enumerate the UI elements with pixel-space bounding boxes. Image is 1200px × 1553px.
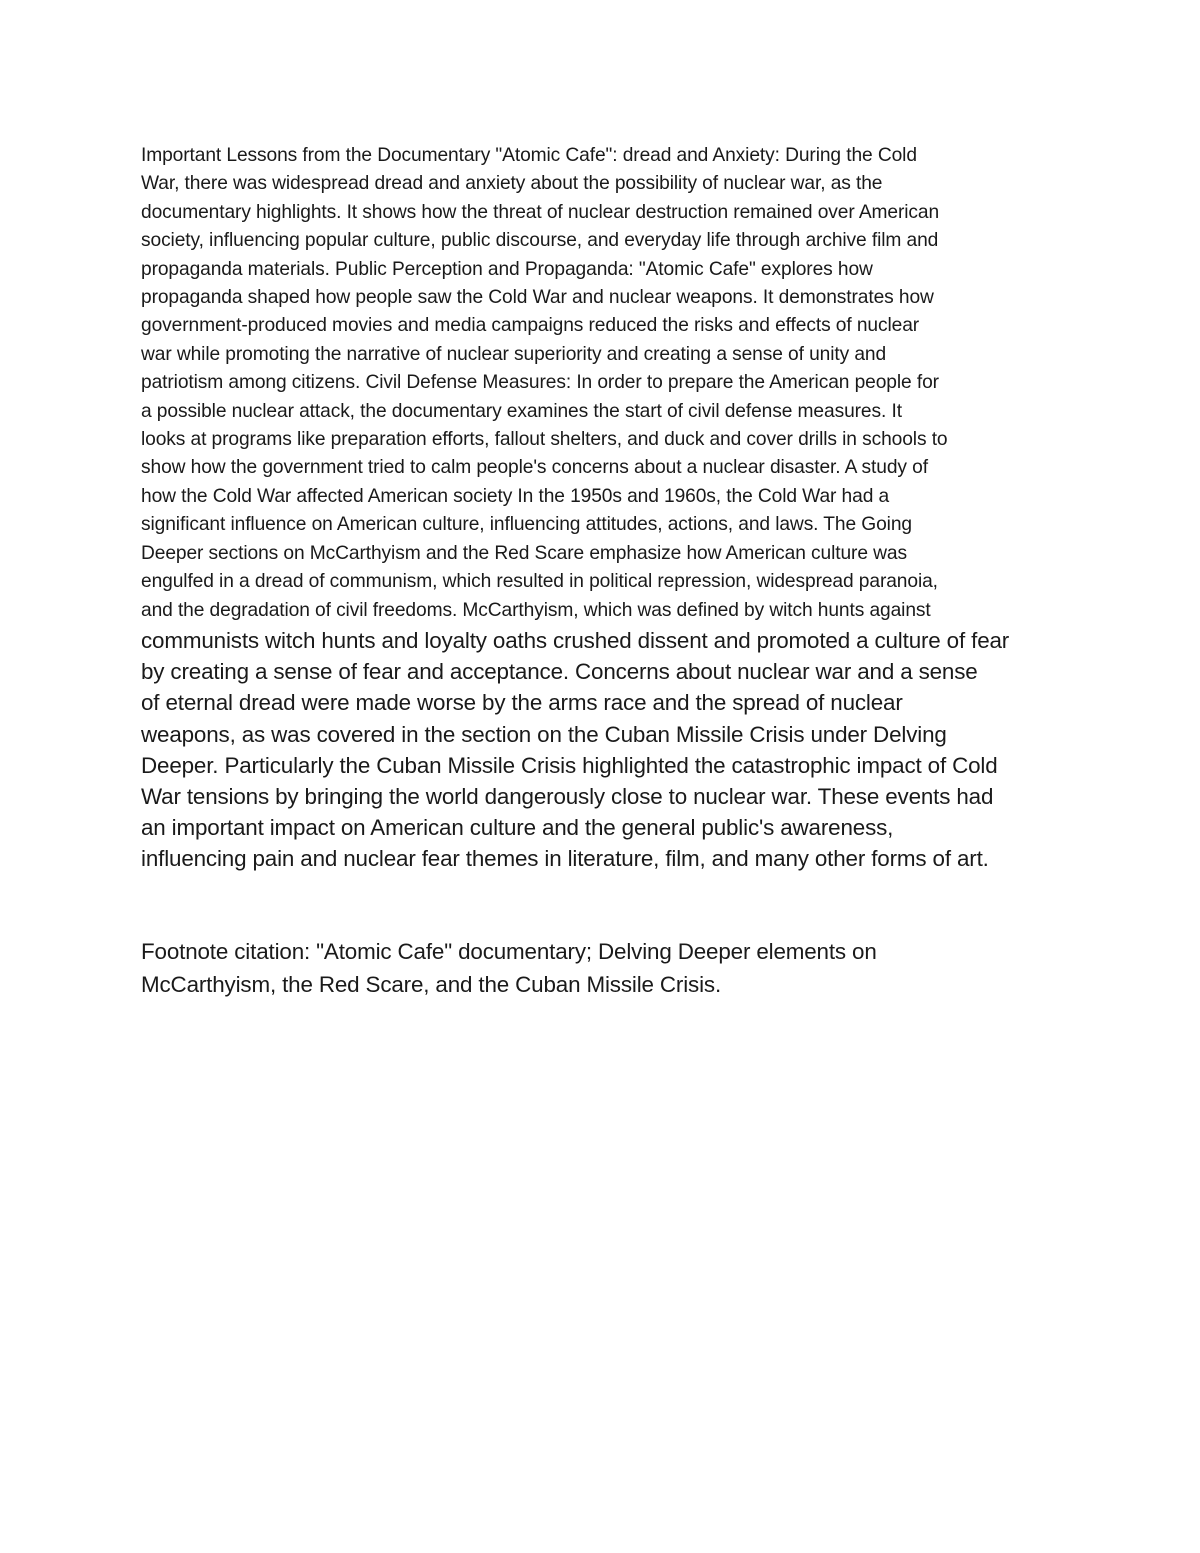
body-line: propaganda materials. Public Perception and Propaganda: "Atomic Cafe" explores how — [141, 258, 873, 280]
body-line: Deeper sections on McCarthyism and the Red Scare emphasize how American culture was — [141, 542, 907, 564]
body-line: government-produced movies and media campaigns reduced the risks and effects of nuclear — [141, 315, 920, 337]
body-line: Deeper. Particularly the Cuban Missile Crisis highlighted the catastrophic impact of Cold — [141, 752, 998, 778]
body-line: of eternal dread were made worse by the arms race and the spread of nuclear — [141, 690, 903, 716]
body-line: influencing pain and nuclear fear themes in literature, film, and many other forms of art. — [141, 846, 989, 872]
body-line: and the degradation of civil freedoms. McCarthyism, which was defined by witch hunts against — [141, 599, 931, 621]
footnote-line: McCarthyism, the Red Scare, and the Cuban Missile Crisis. — [141, 972, 722, 997]
body-line: how the Cold War affected American society In the 1950s and 1960s, the Cold War had a — [141, 485, 890, 507]
body-line: Important Lessons from the Documentary "Atomic Cafe": dread and Anxiety: During the Cold — [141, 145, 917, 166]
body-line: patriotism among citizens. Civil Defense Measures: In order to prepare the American people for — [141, 372, 939, 394]
essay-body — [141, 142, 1071, 875]
body-line: communists witch hunts and loyalty oaths crushed dissent and promoted a culture of fear — [141, 627, 1010, 653]
body-line: by creating a sense of fear and acceptance. Concerns about nuclear war and a sense — [141, 659, 978, 685]
body-line: War tensions by bringing the world dangerously close to nuclear war. These events had — [141, 783, 994, 809]
body-line: engulfed in a dread of communism, which resulted in political repression, widespread paranoia, — [141, 571, 938, 593]
body-line: society, influencing popular culture, public discourse, and everyday life through archive film and — [141, 230, 939, 252]
body-line: an important impact on American culture and the general public's awareness, — [141, 815, 894, 841]
body-line: show how the government tried to calm people's concerns about a nuclear disaster. A study of — [141, 457, 928, 479]
footnote-line: Footnote citation: "Atomic Cafe" documentary; Delving Deeper elements on — [141, 939, 877, 964]
body-line: war while promoting the narrative of nuclear superiority and creating a sense of unity and — [141, 343, 887, 365]
body-line: a possible nuclear attack, the documentary examines the start of civil defense measures. It — [141, 400, 902, 422]
body-line: significant influence on American culture, influencing attitudes, actions, and laws. The Going — [141, 514, 912, 536]
body-line: weapons, as was covered in the section on the Cuban Missile Crisis under Delving — [141, 721, 947, 747]
body-line: looks at programs like preparation efforts, fallout shelters, and duck and cover drills in schools to — [141, 429, 948, 451]
body-line: documentary highlights. It shows how the threat of nuclear destruction remained over American — [141, 201, 940, 223]
footnote-citation — [141, 935, 1071, 1001]
body-line: War, there was widespread dread and anxiety about the possibility of nuclear war, as the — [141, 173, 883, 195]
body-line: propaganda shaped how people saw the Cold War and nuclear weapons. It demonstrates how — [141, 287, 934, 309]
